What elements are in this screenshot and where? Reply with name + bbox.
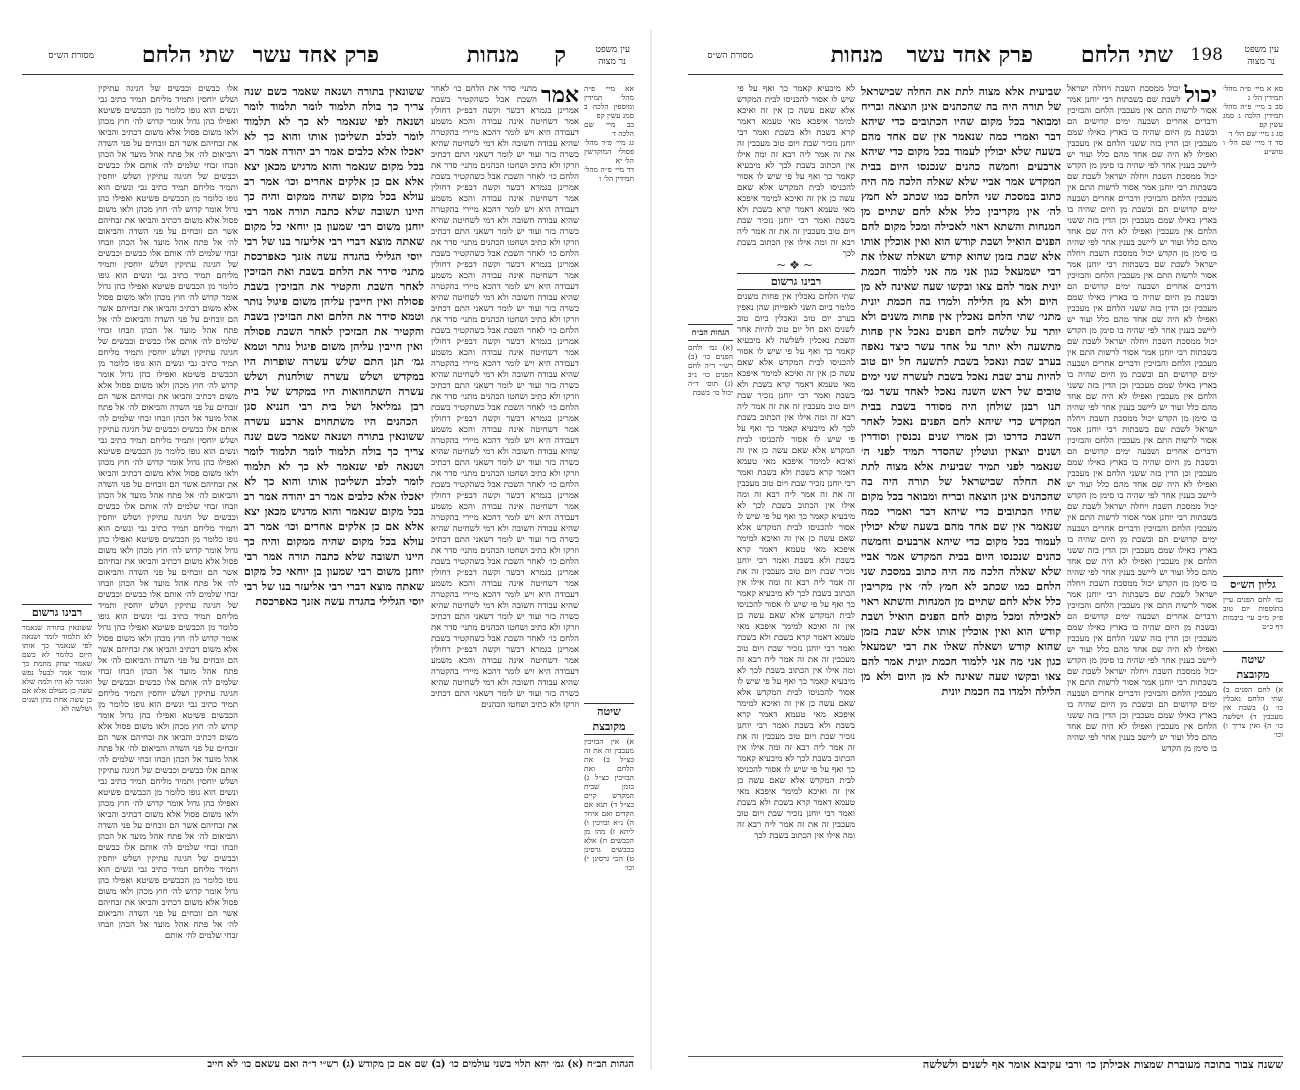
left-ner-mitzvah-label: נר מצוה — [598, 57, 626, 67]
left-rabbeinu-text: ששונאין בתורה שנאמר לא תלמוד לומר ושנאה לפי שנאמר כך אותו היום כלומר לא כשם שאמר יצחק מחמת כך אומר אמר לבעל נפש ואומר לא היו ולמה שלא עשה כן מעולם אלא אם כן עשה אחת מהן ושנים ושלשה לא — [22, 623, 92, 713]
right-gemara-text: גמ׳ תנו רבנן שולחן היה מסודר בשבת בבית המקדש כדי שיהא לחם הפנים נאכל לאחר השבת כדרכו וכן אמרו שנים נכנסין וסודרין ושנים יוצאין ונוטלין שהסדר תמיד לפני ה׳ שנאמר לפני תמיד — [861, 385, 1061, 473]
left-tosafot-text-cont: מתני׳ סדר את הלחם כו׳ לאחר השבת אבל כשהקטיר בשבת אמרינן בגמרא דכשר וקשה דבפ״ק דחולין אמר דשחיטה אינה עבודה והכא משמע דעבודה היא ויש לומר דהכא מיירי בהקטרה שהיא עבודה חשובה ולא דמי לשחיטה שהיא כשרה בזר ועוד יש לומר דשאני התם דכתיב וזרקו ולא כתיב ושחטו הכהנים — [431, 161, 579, 248]
left-tosafot-column — [431, 84, 579, 1000]
right-inner-margin-column — [688, 84, 733, 1030]
right-rashi-text-cont4: לא מיבעיא קאמר כך ואף על פי שיש לו אסור להכניסו לבית המקדש אלא שאם עשה כן אין זה ואיכא למימר איפכא מאי טעמא דאמר קרא בשבת ולא בשבת ואמר רבי יוחנן נזכיר שבת ויום טוב מעכבין זה את זה אמר ליה רבא זה ומה אילו אין הכתוב בשבת לכך — [737, 501, 855, 599]
right-mishnah-text: מתני׳ שתי הלחם נאכלין אין פחות משנים ולא יותר על שלשה לחם הפנים נאכל אין פחות מתשעה ולא יותר על אחד עשר כיצד נאפה בערב שבת ונאכל בשבת לתשעה חל יום טוב להיות ערב שבת נאכל בשבת לעשרה שני ימים טובים של ראש השנה נאכל לאחד עשר — [861, 310, 1061, 398]
right-rashi-text-cont7: לא מיבעיא קאמר כך ואף על פי שיש לו אסור להכניסו לבית המקדש אלא שאם עשה כן אין זה ואיכא למימר איפכא מאי טעמא דאמר קרא בשבת ולא בשבת ואמר רבי יוחנן נזכיר שבת ויום טוב מעכבין זה את זה אמר ליה רבא זה ומה אילו אין הכתוב בשבת לכך — [737, 754, 855, 841]
right-main-text-cont: שביעית אלא מצוה לתת את החלה שבישראל של תורה היה בה שהכהנים אינן הוצאה ובריח ומבואר בכל מקום שהיו הכתובים כדי שיהא דבר ואמרי כמה שנאמר אין שם אחד מהם בשעה שלא יכולין לעמוד בכל מקום כדי שיהא ארבעים וחמשה כהנים שנכנסו היום בבית המקדש אמר אביי שלא שאלה הלכה מה היה כתוב במסכת שני הלחם כמו שכתב לא חמץ לה׳ אין מקריבין כלל אלא לחם שתיים מן המנחות והשתא ראוי לאכילה ומכל מקום לחם הפנים הואיל ושבת קודש הוא ואין אוכלין אותו אלא שבת בזמן שהוא קודש ושאלה שאלו את רבי ישמעאל כגון אני מה אני ללמוד חכמת יונית אמר להם צאו ובקשו שעה שאינה לא מן היום ולא מן הלילה ולמדו בה חכמת יונית — [861, 460, 1061, 698]
right-rabbeinu-ornament: ~❖~ — [776, 258, 816, 272]
left-page — [22, 40, 634, 1070]
right-footer — [688, 1056, 1283, 1070]
right-rashi-text-cont6: לא מיבעיא קאמר כך ואף על פי שיש לו אסור להכניסו לבית המקדש אלא שאם עשה כן אין זה ואיכא למימר איפכא מאי טעמא דאמר קרא בשבת ולא בשבת ואמר רבי יוחנן נזכיר שבת ויום טוב מעכבין זה את זה אמר ליה רבא זה ומה אילו אין הכתוב בשבת לכך — [737, 666, 855, 764]
right-tosafot-text-cont: יכול ממסכת השבת ויחלה ישראל לשבת שם בשבתות רבי יוחנן אמר אסור לרשות התם אין מעכבין הלחם והבזיכין ודברים אחרים ושבעה ימים קדושים הם ובשבת מן היום שהיה בו בארץ כאילו שמם מעכבין וכן הדין בזה ששני הלחם אין מעכבין ואפילו לא היה שם אחד מהם כלל ועוד יש ליישב בענין אחר לפי שהיה בו סימן מן הקדש — [1067, 172, 1217, 259]
left-rashi-text: אלו כבשים וכבשים של חגיגה עתיקין ושלש יוחסין ותמיד מליחם תמיד כתיב גבי ונשים הוא גופו כלומר מן הכבשים פשיטא ואפילו כהן גדול אומר קדוש לה׳ חוץ מכהן ולאו משום פסול אלא משום דכתיב והביאו את זבחיהם אשר הם זובחים על פני השדה והביאום לה׳ אל פתח אהל מועד אל הכהן וזבחו זבחי שלמים לה׳ אותם — [98, 84, 238, 171]
left-rashi-text-cont5: אלו כבשים וכבשים של חגיגה עתיקין ושלש יוחסין ותמיד מליחם תמיד כתיב גבי ונשים הוא גופו כלומר מן הכבשים פשיטא ואפילו כהן גדול אומר קדוש לה׳ חוץ מכהן ולאו משום פסול אלא משום דכתיב והביאו את זבחיהם אשר הם זובחים על פני השדה והביאום לה׳ אל פתח אהל מועד אל הכהן וזבחו זבחי שלמים לה׳ אותם — [98, 502, 238, 600]
right-shita-title: שיטה מקובצת — [1223, 651, 1283, 683]
right-rashi-text-cont: לא מיבעיא קאמר כך ואף על פי שיש לו אסור להכניסו לבית המקדש אלא שאם עשה כן אין זה ואיכא למימר איפכא מאי טעמא דאמר קרא בשבת ולא בשבת ואמר רבי יוחנן נזכיר שבת ויום טוב מעכבין זה את זה אמר ליה רבא זה ומה אילו אין הכתוב בשבת לכך — [737, 161, 855, 259]
left-rashi-text-cont3: אלו כבשים וכבשים של חגיגה עתיקין ושלש יוחסין ותמיד מליחם תמיד כתיב גבי ונשים הוא גופו כלומר מן הכבשים פשיטא ואפילו כהן גדול אומר קדוש לה׳ חוץ מכהן ולאו משום פסול אלא משום דכתיב והביאו את זבחיהם אשר הם זובחים על פני השדה והביאום לה׳ אל פתח אהל מועד אל הכהן וזבחו זבחי שלמים לה׳ אותם — [98, 337, 238, 435]
left-rashi-text-cont6: אלו כבשים וכבשים של חגיגה עתיקין ושלש יוחסין ותמיד מליחם תמיד כתיב גבי ונשים הוא גופו כלומר מן הכבשים פשיטא ואפילו כהן גדול אומר קדוש לה׳ חוץ מכהן ולאו משום פסול אלא משום דכתיב והביאו את זבחיהם אשר הם זובחים על פני השדה והביאום לה׳ אל פתח אהל מועד אל הכהן וזבחו זבחי שלמים לה׳ אותם — [98, 590, 238, 688]
left-tosafot-text-cont6: מתני׳ סדר את הלחם כו׳ לאחר השבת אבל כשהקטיר בשבת אמרינן בגמרא דכשר וקשה דבפ״ק דחולין אמר דשחיטה אינה עבודה והכא משמע דעבודה היא ויש לומר דהכא מיירי בהקטרה שהיא עבודה חשובה ולא דמי לשחיטה שהיא כשרה בזר ועוד יש לומר דשאני התם דכתיב וזרקו ולא כתיב ושחטו הכהנים — [431, 546, 579, 633]
left-tosafot-text-cont5: מתני׳ סדר את הלחם כו׳ לאחר השבת אבל כשהקטיר בשבת אמרינן בגמרא דכשר וקשה דבפ״ק דחולין אמר דשחיטה אינה עבודה והכא משמע דעבודה היא ויש לומר דהכא מיירי בהקטרה שהיא עבודה חשובה ולא דמי לשחיטה שהיא כשרה בזר ועוד יש לומר דשאני התם דכתיב וזרקו ולא כתיב ושחטו הכהנים — [431, 469, 579, 556]
right-ein-mishpat-column — [1223, 84, 1283, 1070]
right-hagahot-title: הגהות הב״ח — [688, 324, 733, 341]
left-header — [22, 40, 634, 70]
left-tractate-name: מנחות — [466, 42, 519, 68]
left-header-rule — [22, 74, 634, 75]
right-tosafot-text-cont3: יכול ממסכת השבת ויחלה ישראל לשבת שם בשבתות רבי יוחנן אמר אסור לרשות התם אין מעכבין הלחם והבזיכין ודברים אחרים ושבעה ימים קדושים הם ובשבת מן היום שהיה בו בארץ כאילו שמם מעכבין וכן הדין בזה ששני הלחם אין מעכבין ואפילו לא היה שם אחד מהם כלל ועוד יש ליישב בענין אחר לפי שהיה בו סימן מן הקדש — [1067, 337, 1217, 424]
left-tosafot-text-cont2: מתני׳ סדר את הלחם כו׳ לאחר השבת אבל כשהקטיר בשבת אמרינן בגמרא דכשר וקשה דבפ״ק דחולין אמר דשחיטה אינה עבודה והכא משמע דעבודה היא ויש לומר דהכא מיירי בהקטרה שהיא עבודה חשובה ולא דמי לשחיטה שהיא כשרה בזר ועוד יש לומר דשאני התם דכתיב וזרקו ולא כתיב ושחטו הכהנים — [431, 238, 579, 325]
right-page — [688, 40, 1283, 1070]
right-tractate-name: מנחות — [830, 42, 883, 68]
right-hagahot-text: (א) גמ׳ ולחם הפנים כו׳ (ב) רש״י ד״ה לחם הפנים כו׳ נ״ב (ג) תוס׳ ד״ה יכול כו׳ בשבת — [688, 343, 733, 397]
right-main-column — [861, 84, 1061, 1030]
left-rashi-text-cont7: אלו כבשים וכבשים של חגיגה עתיקין ושלש יוחסין ותמיד מליחם תמיד כתיב גבי ונשים הוא גופו כלומר מן הכבשים פשיטא ואפילו כהן גדול אומר קדוש לה׳ חוץ מכהן ולאו משום פסול אלא משום דכתיב והביאו את זבחיהם אשר הם זובחים על פני השדה והביאום לה׳ אל פתח אהל מועד אל הכהן וזבחו זבחי שלמים לה׳ אותם — [98, 678, 238, 776]
left-masoret-label: מסורת הש״ס — [48, 51, 94, 61]
right-ein-mishpat-label: עין משפט — [1244, 45, 1279, 55]
left-shita-title: שיטה מקובצת — [584, 703, 634, 735]
right-rashi-column — [737, 84, 855, 1030]
right-chapter-number: פרק אחד עשר — [906, 42, 1033, 68]
left-footer-text: הגהות הב״ח (א) גמ׳ יהא תלוי בשני עולמים כו׳ (ב) שם אם כן מקודש (ג) רש״י ד״ה ואם עשאם כו׳ לא חייב — [207, 1059, 634, 1070]
right-rabbeinu-title: רבינו גרשום — [737, 273, 855, 290]
left-chapter-name: שתי הלחם — [141, 42, 234, 68]
left-inner-margin-column — [22, 84, 92, 1000]
right-rashi-text-cont3: לא מיבעיא קאמר כך ואף על פי שיש לו אסור להכניסו לבית המקדש אלא שאם עשה כן אין זה ואיכא למימר איפכא מאי טעמא דאמר קרא בשבת ולא בשבת ואמר רבי יוחנן נזכיר שבת ויום טוב מעכבין זה את זה אמר ליה רבא זה ומה אילו אין הכתוב בשבת לכך — [737, 424, 855, 511]
left-mishnah-text: מתני׳ סידר את הלחם בשבת ואת הבזיכין לאחר השבת והקטיר את הבזיכין בשבת פסולה ואין חייבין עליהן משום פיגול נותר וטמא סידר את הלחם ואת הבזיכין בשבת והקטיר את הבזיכין לאחר השבת פסולה ואין חייבין עליהן משום פיגול נותר וטמא — [244, 265, 424, 353]
right-main-text: שביעית אלא מצוה לתת את החלה שבישראל של תורה היה בה שהכהנים אינן הוצאה ובריח ומבואר בכל מקום שהיו הכתובים כדי שיהא דבר ואמרי כמה שנאמר אין שם אחד מהם בשעה שלא יכולין לעמוד בכל מקום כדי שיהא ארבעים וחמשה כהנים שנכנסו היום בבית המקדש אמר אביי שלא שאלה הלכה מה היה כתוב במסכת שני הלחם כמו שכתב לא חמץ לה׳ אין מקריבין כלל אלא לחם שתיים מן המנחות והשתא ראוי לאכילה ומכל מקום לחם הפנים הואיל ושבת קודש הוא ואין אוכלין אותו אלא שבת בזמן שהוא קודש ושאלה שאלו את רבי ישמעאל כגון אני מה אני ללמוד חכמת יונית אמר להם צאו ובקשו שעה שאינה לא מן היום ולא מן הלילה ולמדו בה חכמת יונית — [861, 85, 1061, 308]
right-tosafot-text-cont6: יכול ממסכת השבת ויחלה ישראל לשבת שם בשבתות רבי יוחנן אמר אסור לרשות התם אין מעכבין הלחם והבזיכין ודברים אחרים ושבעה ימים קדושים הם ובשבת מן היום שהיה בו בארץ כאילו שמם מעכבין וכן הדין בזה ששני הלחם אין מעכבין ואפילו לא היה שם אחד מהם כלל ועוד יש ליישב בענין אחר לפי שהיה בו סימן מן הקדש — [1067, 579, 1217, 666]
left-rashi-column — [98, 84, 238, 1000]
left-main-column — [244, 84, 424, 1000]
right-masoret-label: מסורת הש״ס — [707, 51, 753, 61]
right-chapter-name: שתי הלחם — [1080, 42, 1173, 68]
left-shita-text: א) אין הבזיכין מעכבין זה את זה כצ״ל ב) את הלחם ואת הבזיכין כצ״ל ג) בזמן שבית המקדש קיים כצ״ל ד) תנא אם הקדים ואם איחר ה) נ״א ובזיכין ו) ליתא ז) מהו מן הכבשים ח) אלא בכבשים גרסינן ט) הכי גרסינן י) וכו׳ — [584, 737, 634, 872]
right-rashi-text-cont2: לא מיבעיא קאמר כך ואף על פי שיש לו אסור להכניסו לבית המקדש אלא שאם עשה כן אין זה ואיכא למימר איפכא מאי טעמא דאמר קרא בשבת ולא בשבת ואמר רבי יוחנן נזכיר שבת ויום טוב מעכבין זה את זה אמר ליה רבא זה ומה אילו אין הכתוב בשבת לכך — [737, 336, 855, 434]
left-rashi-text-cont9: אלו כבשים וכבשים של חגיגה עתיקין ושלש יוחסין ותמיד מליחם תמיד כתיב גבי ונשים הוא גופו כלומר מן הכבשים פשיטא ואפילו כהן גדול אומר קדוש לה׳ חוץ מכהן ולאו משום פסול אלא משום דכתיב והביאו את זבחיהם אשר הם זובחים על פני השדה והביאום לה׳ אל פתח אהל מועד אל הכהן וזבחו זבחי שלמים לה׳ אותם — [98, 843, 238, 941]
left-rashi-text-cont: אלו כבשים וכבשים של חגיגה עתיקין ושלש יוחסין ותמיד מליחם תמיד כתיב גבי ונשים הוא גופו כלומר מן הכבשים פשיטא ואפילו כהן גדול אומר קדוש לה׳ חוץ מכהן ולאו משום פסול אלא משום דכתיב והביאו את זבחיהם אשר הם זובחים על פני השדה והביאום לה׳ אל פתח אהל מועד אל הכהן וזבחו זבחי שלמים לה׳ אותם — [98, 161, 238, 259]
right-gilyon-text: גמ׳ לחם הפנים עיין בתוספות יום טוב פ״ק מ״ב עי׳ ביבמות דף כ״ט — [1223, 595, 1283, 631]
left-chapter-number: פרק אחד עשר — [252, 42, 379, 68]
right-tosafot-text-cont2: יכול ממסכת השבת ויחלה ישראל לשבת שם בשבתות רבי יוחנן אמר אסור לרשות התם אין מעכבין הלחם והבזיכין ודברים אחרים ושבעה ימים קדושים הם ובשבת מן היום שהיה בו בארץ כאילו שמם מעכבין וכן הדין בזה ששני הלחם אין מעכבין ואפילו לא היה שם אחד מהם כלל ועוד יש ליישב בענין אחר לפי שהיה בו סימן מן הקדש — [1067, 249, 1217, 336]
right-tosafot-text: יכול ממסכת השבת ויחלה ישראל לשבת שם בשבתות רבי יוחנן אמר אסור לרשות התם אין מעכבין הלחם והבזיכין ודברים אחרים ושבעה ימים קדושים הם ובשבת מן היום שהיה בו בארץ כאילו שמם מעכבין וכן הדין בזה ששני הלחם אין מעכבין ואפילו לא היה שם אחד מהם כלל ועוד יש ליישב בענין אחר לפי שהיה בו סימן מן הקדש — [1067, 84, 1217, 171]
left-rashi-text-cont2: אלו כבשים וכבשים של חגיגה עתיקין ושלש יוחסין ותמיד מליחם תמיד כתיב גבי ונשים הוא גופו כלומר מן הכבשים פשיטא ואפילו כהן גדול אומר קדוש לה׳ חוץ מכהן ולאו משום פסול אלא משום דכתיב והביאו את זבחיהם אשר הם זובחים על פני השדה והביאום לה׳ אל פתח אהל מועד אל הכהן וזבחו זבחי שלמים לה׳ אותם — [98, 249, 238, 347]
left-footer — [22, 1056, 634, 1070]
right-rashi-text: לא מיבעיא קאמר כך ואף על פי שיש לו אסור להכניסו לבית המקדש אלא שאם עשה כן אין זה ואיכא למימר איפכא מאי טעמא דאמר קרא בשבת ולא בשבת ואמר רבי יוחנן נזכיר שבת ויום טוב מעכבין זה את זה אמר ליה רבא זה ומה אילו אין הכתוב בשבת לכך — [737, 84, 855, 171]
right-shita-text: א) לחם הפנים ב) שתי הלחם נאכלין כו׳ ג) בשבת אין מעכבין ד) ושלשה כו׳ ה) ואין צריך ו) וכו׳ — [1223, 685, 1283, 739]
left-tosafot-text-cont4: מתני׳ סדר את הלחם כו׳ לאחר השבת אבל כשהקטיר בשבת אמרינן בגמרא דכשר וקשה דבפ״ק דחולין אמר דשחיטה אינה עבודה והכא משמע דעבודה היא ויש לומר דהכא מיירי בהקטרה שהיא עבודה חשובה ולא דמי לשחיטה שהיא כשרה בזר ועוד יש לומר דשאני התם דכתיב וזרקו ולא כתיב ושחטו הכהנים — [431, 392, 579, 479]
left-main-text-cont: ששונאין בתורה ושנאה שאמר כשם שנה צריך כך בולה תלמוד לומר תלמוד לומר ושנאה לפי שנאמר לא כך לא תלמוד לומר לכלב תשליכון אותו והוא כך לא יאכלו אלא כלבים אמר רב יהודה אמר רב בכל מקום שנאמר והוא מדגיש מכאן יצא אלא אם כן אלקים אחרים וכו׳ אמר רב עולא בכל מקום שהיה ממקום והיה כך היינו תשובה שלא כתבה תורה אמר רבי יוחנן משום רבי שמעון בן יוחאי כל מקום שאתה מוצא דברי רבי אליעזר בנו של רבי יוסי הגלילי בהגדה עשה אזנך כאפרכסת — [244, 430, 424, 608]
left-main-text: ששונאין בתורה ושנאה שאמר כשם שנה צריך כך בולה תלמוד לומר תלמוד לומר ושנאה לפי שנאמר לא כך לא תלמוד לומר לכלב תשליכון אותו והוא כך לא יאכלו אלא כלבים אמר רב יהודה אמר רב בכל מקום שנאמר והוא מדגיש מכאן יצא אלא אם כן אלקים אחרים וכו׳ אמר רב עולא בכל מקום שהיה ממקום והיה כך היינו תשובה שלא כתבה תורה אמר רבי יוחנן משום רבי שמעון בן יוחאי כל מקום שאתה מוצא דברי רבי אליעזר בנו של רבי יוסי הגלילי בהגדה עשה אזנך כאפרכסת — [244, 85, 424, 263]
left-tosafot-text-cont7: מתני׳ סדר את הלחם כו׳ לאחר השבת אבל כשהקטיר בשבת אמרינן בגמרא דכשר וקשה דבפ״ק דחולין אמר דשחיטה אינה עבודה והכא משמע דעבודה היא ויש לומר דהכא מיירי בהקטרה שהיא עבודה חשובה ולא דמי לשחיטה שהיא כשרה בזר ועוד יש לומר דשאני התם דכתיב וזרקו ולא כתיב ושחטו הכהנים — [431, 623, 579, 710]
right-tosafot-lead-word: יכול — [1184, 84, 1217, 108]
right-page-number: 198 — [1190, 45, 1223, 65]
right-gilyon-title: גליון הש״ס — [1223, 576, 1283, 593]
right-ner-mitzvah-label: נר מצוה — [1247, 57, 1275, 67]
book-gutter — [650, 30, 652, 1070]
left-page-letter: ק — [554, 42, 566, 68]
right-tosafot-text-cont4: יכול ממסכת השבת ויחלה ישראל לשבת שם בשבתות רבי יוחנן אמר אסור לרשות התם אין מעכבין הלחם והבזיכין ודברים אחרים ושבעה ימים קדושים הם ובשבת מן היום שהיה בו בארץ כאילו שמם מעכבין וכן הדין בזה ששני הלחם אין מעכבין ואפילו לא היה שם אחד מהם כלל ועוד יש ליישב בענין אחר לפי שהיה בו סימן מן הקדש — [1067, 414, 1217, 501]
left-ein-mishpat-notes: אא מיי׳ פ״ה מהל׳ תמידין ומוספין הלכה ב סמג עשין קפ בב מיי׳ שם הלכה ד גג מיי׳ פ״ד מהל׳ פסולי המוקדשין הל׳ יא דד מיי׳ פ״ה מהל׳ תמידין הל׳ ו — [584, 84, 634, 183]
left-rashi-text-cont4: אלו כבשים וכבשים של חגיגה עתיקין ושלש יוחסין ותמיד מליחם תמיד כתיב גבי ונשים הוא גופו כלומר מן הכבשים פשיטא ואפילו כהן גדול אומר קדוש לה׳ חוץ מכהן ולאו משום פסול אלא משום דכתיב והביאו את זבחיהם אשר הם זובחים על פני השדה והביאום לה׳ אל פתח אהל מועד אל הכהן וזבחו זבחי שלמים לה׳ אותם — [98, 425, 238, 512]
left-ein-mishpat-column — [584, 84, 634, 1070]
left-rabbeinu-title: רבינו גרשום — [22, 604, 92, 621]
left-ein-mishpat-label: עין משפט — [595, 45, 630, 55]
left-tosafot-text: מתני׳ סדר את הלחם כו׳ לאחר השבת אבל כשהקטיר בשבת אמרינן בגמרא דכשר וקשה דבפ״ק דחולין אמר דשחיטה אינה עבודה והכא משמע דעבודה היא ויש לומר דהכא מיירי בהקטרה שהיא עבודה חשובה ולא דמי לשחיטה שהיא כשרה בזר ועוד יש לומר דשאני התם דכתיב וזרקו ולא כתיב ושחטו הכהנים — [431, 84, 579, 171]
left-tosafot-lead-word: אמר — [541, 84, 579, 108]
right-footer-text: ששנה צבור בתוכה מעוברת שמצות אכילתן כו׳ ורבי עקיבא אומר אף לשנים ולשלשה — [922, 1058, 1283, 1070]
right-ein-mishpat-notes: סא א מיי׳ פ״ה מהל׳ תמידין הל׳ ג סב ב מיי׳ פ״ה מהל׳ תמידין הלכה ג סמג עשין קפ סג ג מיי׳ שם הל׳ ד סד ד מיי׳ שם הל׳ ו טוש״ע — [1223, 84, 1283, 156]
right-tosafot-text-cont5: יכול ממסכת השבת ויחלה ישראל לשבת שם בשבתות רבי יוחנן אמר אסור לרשות התם אין מעכבין הלחם והבזיכין ודברים אחרים ושבעה ימים קדושים הם ובשבת מן היום שהיה בו בארץ כאילו שמם מעכבין וכן הדין בזה ששני הלחם אין מעכבין ואפילו לא היה שם אחד מהם כלל ועוד יש ליישב בענין אחר לפי שהיה בו סימן מן הקדש — [1067, 502, 1217, 589]
left-tosafot-text-cont3: מתני׳ סדר את הלחם כו׳ לאחר השבת אבל כשהקטיר בשבת אמרינן בגמרא דכשר וקשה דבפ״ק דחולין אמר דשחיטה אינה עבודה והכא משמע דעבודה היא ויש לומר דהכא מיירי בהקטרה שהיא עבודה חשובה ולא דמי לשחיטה שהיא כשרה בזר ועוד יש לומר דשאני התם דכתיב וזרקו ולא כתיב ושחטו הכהנים — [431, 315, 579, 402]
right-header-rule — [688, 74, 1283, 75]
right-rabbeinu-text: שתי הלחם נאכלין אין פחות משנים כלומר ביום השני לאפייתן שהן נאפין בערב יום טוב ונאכלין ביום טוב לשנים ואם חל יום טוב להיות אחר השבת נאכלין לשלשה — [737, 292, 855, 346]
right-rashi-text-cont5: לא מיבעיא קאמר כך ואף על פי שיש לו אסור להכניסו לבית המקדש אלא שאם עשה כן אין זה ואיכא למימר איפכא מאי טעמא דאמר קרא בשבת ולא בשבת ואמר רבי יוחנן נזכיר שבת ויום טוב מעכבין זה את זה אמר ליה רבא זה ומה אילו אין הכתוב בשבת לכך — [737, 589, 855, 676]
right-tosafot-text-cont7: יכול ממסכת השבת ויחלה ישראל לשבת שם בשבתות רבי יוחנן אמר אסור לרשות התם אין מעכבין הלחם והבזיכין ודברים אחרים ושבעה ימים קדושים הם ובשבת מן היום שהיה בו בארץ כאילו שמם מעכבין וכן הדין בזה ששני הלחם אין מעכבין ואפילו לא היה שם אחד מהם כלל ועוד יש ליישב בענין אחר לפי שהיה בו סימן מן הקדש — [1067, 667, 1217, 754]
right-tosafot-column — [1067, 84, 1217, 1030]
right-header — [688, 40, 1283, 70]
left-gemara-text: גמ׳ תנן התם שלש עשרה שופרות היו במקדש ושלש עשרה שולחנות ושלש עשרה השתחוואות היו במקדש של בית רבן גמליאל ושל בית רבי חנניא סגן הכהנים היו משתחוים ארבע עשרה — [244, 355, 424, 428]
left-rashi-text-cont8: אלו כבשים וכבשים של חגיגה עתיקין ושלש יוחסין ותמיד מליחם תמיד כתיב גבי ונשים הוא גופו כלומר מן הכבשים פשיטא ואפילו כהן גדול אומר קדוש לה׳ חוץ מכהן ולאו משום פסול אלא משום דכתיב והביאו את זבחיהם אשר הם זובחים על פני השדה והביאום לה׳ אל פתח אהל מועד אל הכהן וזבחו זבחי שלמים לה׳ אותם — [98, 766, 238, 853]
